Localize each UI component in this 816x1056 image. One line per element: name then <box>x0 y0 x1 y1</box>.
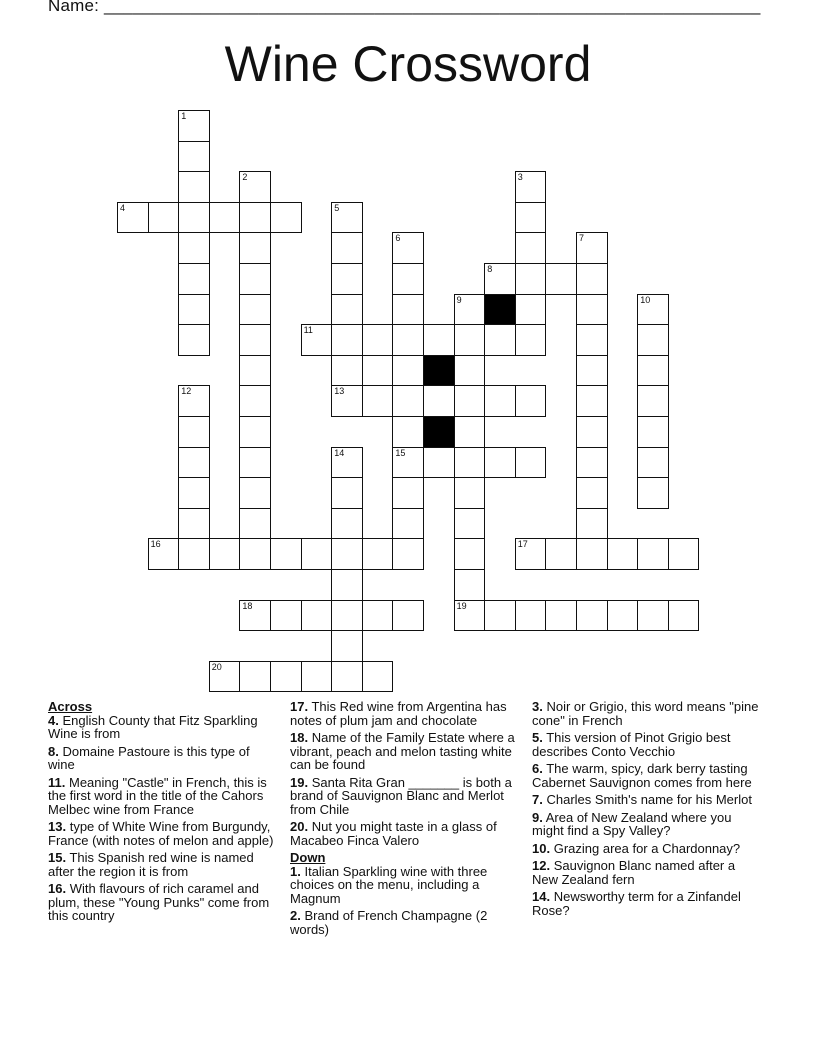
crossword-cell[interactable] <box>484 324 516 356</box>
crossword-cell[interactable] <box>239 538 271 570</box>
crossword-cell[interactable] <box>270 538 302 570</box>
crossword-cell[interactable] <box>423 447 455 479</box>
clue-across: 16. With flavours of rich caramel and plum, these "Young Punks" come from this country <box>48 881 270 923</box>
crossword-cell[interactable] <box>239 171 271 203</box>
crossword-cell[interactable] <box>637 294 669 326</box>
crossword-cell[interactable] <box>270 202 302 234</box>
crossword-cell[interactable] <box>117 202 149 234</box>
crossword-cell[interactable] <box>576 447 608 479</box>
crossword-cell[interactable] <box>576 538 608 570</box>
crossword-cell[interactable] <box>331 538 363 570</box>
crossword-cell[interactable] <box>362 385 394 417</box>
crossword-cell[interactable] <box>301 538 333 570</box>
crossword-cell[interactable] <box>239 355 271 387</box>
crossword-cell[interactable] <box>454 508 486 540</box>
crossword-cell[interactable] <box>239 232 271 264</box>
crossword-cell[interactable] <box>392 416 424 448</box>
crossword-cell[interactable] <box>576 600 608 632</box>
clue-down: 6. The warm, spicy, dark berry tasting Cabernet Sauvignon comes from here <box>532 761 752 790</box>
crossword-cell[interactable] <box>178 171 210 203</box>
crossword-cell[interactable] <box>239 385 271 417</box>
black-square <box>423 416 455 448</box>
crossword-cell[interactable] <box>576 324 608 356</box>
clue-across: 13. type of White Wine from Burgundy, France (with notes of melon and apple) <box>48 819 274 848</box>
crossword-cell[interactable] <box>178 447 210 479</box>
crossword-cell[interactable] <box>423 324 455 356</box>
clue-number: 8 <box>487 264 493 274</box>
clue-number: 11 <box>303 325 313 336</box>
clues-column-2 <box>290 700 518 940</box>
crossword-cell[interactable] <box>454 385 486 417</box>
crossword-cell[interactable] <box>454 477 486 509</box>
clue-across: 11. Meaning "Castle" in French, this is the first word in the title of the Cahors Melbec wine from France <box>48 774 267 817</box>
crossword-cell[interactable] <box>392 538 424 570</box>
clue-down: 10. Grazing area for a Chardonnay? <box>532 840 741 856</box>
crossword-cell[interactable] <box>178 232 210 264</box>
crossword-cell[interactable] <box>331 355 363 387</box>
crossword-cell[interactable] <box>239 416 271 448</box>
crossword-cell[interactable] <box>392 232 424 264</box>
crossword-cell[interactable] <box>178 263 210 295</box>
name-line[interactable]: Name: ____________________________________________________________________ <box>48 0 761 15</box>
crossword-cell[interactable] <box>576 263 608 295</box>
clue-number: 2 <box>242 172 248 183</box>
crossword-cell[interactable] <box>301 324 333 356</box>
clue-number: 19 <box>456 600 467 611</box>
crossword-cell[interactable] <box>515 171 547 203</box>
crossword-cell[interactable] <box>178 110 210 142</box>
crossword-cell[interactable] <box>331 477 363 509</box>
clue-down: 2. Brand of French Champagne (2 words) <box>290 908 488 937</box>
crossword-cell[interactable] <box>331 202 363 234</box>
crossword-cell[interactable] <box>178 385 210 417</box>
clue-across: 8. Domaine Pastoure is this type of wine <box>48 743 250 772</box>
clue-down: 9. Area of New Zealand where you might find a Spy Valley? <box>532 809 732 838</box>
clue-number: 12 <box>181 386 192 397</box>
crossword-cell[interactable] <box>178 508 210 540</box>
clue-across: 19. Santa Rita Gran _______ is both a brand of Sauvignon Blanc and Merlot from Chile <box>290 774 512 817</box>
crossword-cell[interactable] <box>178 141 210 173</box>
clue-number: 5 <box>334 202 340 213</box>
crossword-cell[interactable] <box>545 263 577 295</box>
black-square <box>423 355 455 387</box>
crossword-cell[interactable] <box>362 538 394 570</box>
clue-number: 20 <box>211 661 222 672</box>
crossword-cell[interactable] <box>484 385 516 417</box>
crossword-cell[interactable] <box>454 447 486 479</box>
crossword-cell[interactable] <box>637 416 669 448</box>
crossword-cell[interactable] <box>178 324 210 356</box>
clue-number: 4 <box>120 202 126 213</box>
crossword-cell[interactable] <box>637 324 669 356</box>
crossword-cell[interactable] <box>239 600 271 632</box>
crossword-cell[interactable] <box>239 294 271 326</box>
clue-down: 3. Noir or Grigio, this word means "pine cone" in French <box>532 699 759 728</box>
crossword-cell[interactable] <box>637 477 669 509</box>
crossword-cell[interactable] <box>637 385 669 417</box>
clue-number: 6 <box>395 233 401 244</box>
crossword-cell[interactable] <box>331 508 363 540</box>
crossword-cell[interactable] <box>331 263 363 295</box>
clue-across: 4. English County that Fitz Sparkling Wine is from <box>48 712 258 741</box>
clue-number: 10 <box>640 294 651 305</box>
clue-number: 1 <box>181 111 187 121</box>
crossword-cell[interactable] <box>515 447 547 479</box>
clue-number: 3 <box>517 172 523 183</box>
crossword-cell[interactable] <box>515 294 547 326</box>
crossword-cell[interactable] <box>209 202 241 234</box>
crossword-cell[interactable] <box>515 600 547 632</box>
crossword-cell[interactable] <box>392 385 424 417</box>
crossword-cell[interactable] <box>239 508 271 540</box>
crossword-cell[interactable] <box>331 232 363 264</box>
crossword-cell[interactable] <box>545 600 577 632</box>
clue-down: 5. This version of Pinot Grigio best describes Conto Vecchio <box>532 730 731 759</box>
crossword-cell[interactable] <box>454 294 486 326</box>
crossword-cell[interactable] <box>454 355 486 387</box>
crossword-cell[interactable] <box>515 232 547 264</box>
crossword-cell[interactable] <box>362 661 394 693</box>
crossword-cell[interactable] <box>454 600 486 632</box>
crossword-cell[interactable] <box>178 538 210 570</box>
clue-across: 18. Name of the Family Estate where a vibrant, peach and melon tasting white can be found <box>290 730 515 772</box>
clue-across: 15. This Spanish red wine is named after the region it is from <box>48 850 254 879</box>
crossword-cell[interactable] <box>331 385 363 417</box>
crossword-cell[interactable] <box>454 324 486 356</box>
crossword-cell[interactable] <box>239 263 271 295</box>
clue-number: 14 <box>334 447 345 458</box>
crossword-cell[interactable] <box>392 447 424 479</box>
clue-across: 20. Nut you might taste in a glass of Macabeo Finca Valero <box>290 819 497 848</box>
crossword-cell[interactable] <box>148 202 180 234</box>
crossword-cell[interactable] <box>392 263 424 295</box>
clue-down: 14. Newsworthy term for a Zinfandel Rose? <box>532 889 741 918</box>
clue-number: 13 <box>334 386 345 397</box>
crossword-cell[interactable] <box>331 661 363 693</box>
crossword-cell[interactable] <box>331 569 363 601</box>
crossword-cell[interactable] <box>423 385 455 417</box>
clues-column-1 <box>48 700 276 927</box>
clue-across: 17. This Red wine from Argentina has notes of plum jam and chocolate <box>290 699 507 728</box>
crossword-cell[interactable] <box>576 355 608 387</box>
crossword-cell[interactable] <box>637 447 669 479</box>
crossword-cell[interactable] <box>576 385 608 417</box>
crossword-cell[interactable] <box>576 232 608 264</box>
crossword-cell[interactable] <box>301 600 333 632</box>
crossword-cell[interactable] <box>239 324 271 356</box>
crossword-cell[interactable] <box>209 538 241 570</box>
crossword-cell[interactable] <box>331 294 363 326</box>
crossword-cell[interactable] <box>362 600 394 632</box>
crossword-cell[interactable] <box>178 294 210 326</box>
crossword-cell[interactable] <box>637 600 669 632</box>
crossword-cell[interactable] <box>178 416 210 448</box>
crossword-cell[interactable] <box>515 385 547 417</box>
crossword-cell[interactable] <box>576 477 608 509</box>
clue-number: 9 <box>456 294 462 305</box>
crossword-cell[interactable] <box>148 538 180 570</box>
crossword-cell[interactable] <box>331 630 363 662</box>
crossword-cell[interactable] <box>545 538 577 570</box>
crossword-cell[interactable] <box>515 263 547 295</box>
crossword-cell[interactable] <box>239 661 271 693</box>
crossword-cell[interactable] <box>331 600 363 632</box>
clue-down: 1. Italian Sparkling wine with three choices on the menu, including a Magnum <box>290 863 488 906</box>
crossword-cell[interactable] <box>331 447 363 479</box>
crossword-cell[interactable] <box>576 508 608 540</box>
crossword-cell[interactable] <box>331 324 363 356</box>
crossword-cell[interactable] <box>668 600 700 632</box>
clue-number: 16 <box>150 539 161 550</box>
crossword-cell[interactable] <box>515 202 547 234</box>
clues-column-3 <box>532 700 760 921</box>
clue-number: 15 <box>395 447 406 458</box>
crossword-cell[interactable] <box>515 324 547 356</box>
crossword-cell[interactable] <box>392 600 424 632</box>
clue-number: 17 <box>517 539 528 550</box>
crossword-cell[interactable] <box>392 294 424 326</box>
black-square <box>484 294 516 326</box>
crossword-cell[interactable] <box>668 538 700 570</box>
crossword-cell[interactable] <box>576 416 608 448</box>
crossword-cell[interactable] <box>301 661 333 693</box>
crossword-cell[interactable] <box>392 355 424 387</box>
crossword-cell[interactable] <box>637 355 669 387</box>
crossword-cell[interactable] <box>454 416 486 448</box>
across-heading: Across <box>48 699 93 714</box>
crossword-cell[interactable] <box>484 447 516 479</box>
crossword-cell[interactable] <box>454 569 486 601</box>
crossword-cell[interactable] <box>454 538 486 570</box>
crossword-cell[interactable] <box>637 538 669 570</box>
crossword-cell[interactable] <box>178 477 210 509</box>
crossword-cell[interactable] <box>576 294 608 326</box>
crossword-cell[interactable] <box>607 538 639 570</box>
clue-number: 7 <box>579 233 585 244</box>
crossword-cell[interactable] <box>392 477 424 509</box>
crossword-cell[interactable] <box>239 477 271 509</box>
page-title: Wine Crossword <box>224 36 592 92</box>
crossword-cell[interactable] <box>239 447 271 479</box>
crossword-cell[interactable] <box>392 324 424 356</box>
clue-down: 12. Sauvignon Blanc named after a New Zealand fern <box>532 858 736 887</box>
crossword-cell[interactable] <box>178 202 210 234</box>
crossword-cell[interactable] <box>484 263 516 295</box>
crossword-cell[interactable] <box>209 661 241 693</box>
crossword-cell[interactable] <box>607 600 639 632</box>
crossword-cell[interactable] <box>515 538 547 570</box>
crossword-cell[interactable] <box>362 324 394 356</box>
clue-number: 18 <box>242 600 253 611</box>
down-heading: Down <box>290 850 326 865</box>
crossword-cell[interactable] <box>270 600 302 632</box>
crossword-cell[interactable] <box>484 600 516 632</box>
crossword-cell[interactable] <box>239 202 271 234</box>
crossword-cell[interactable] <box>270 661 302 693</box>
clue-down: 7. Charles Smith's name for his Merlot <box>532 792 752 807</box>
crossword-cell[interactable] <box>392 508 424 540</box>
